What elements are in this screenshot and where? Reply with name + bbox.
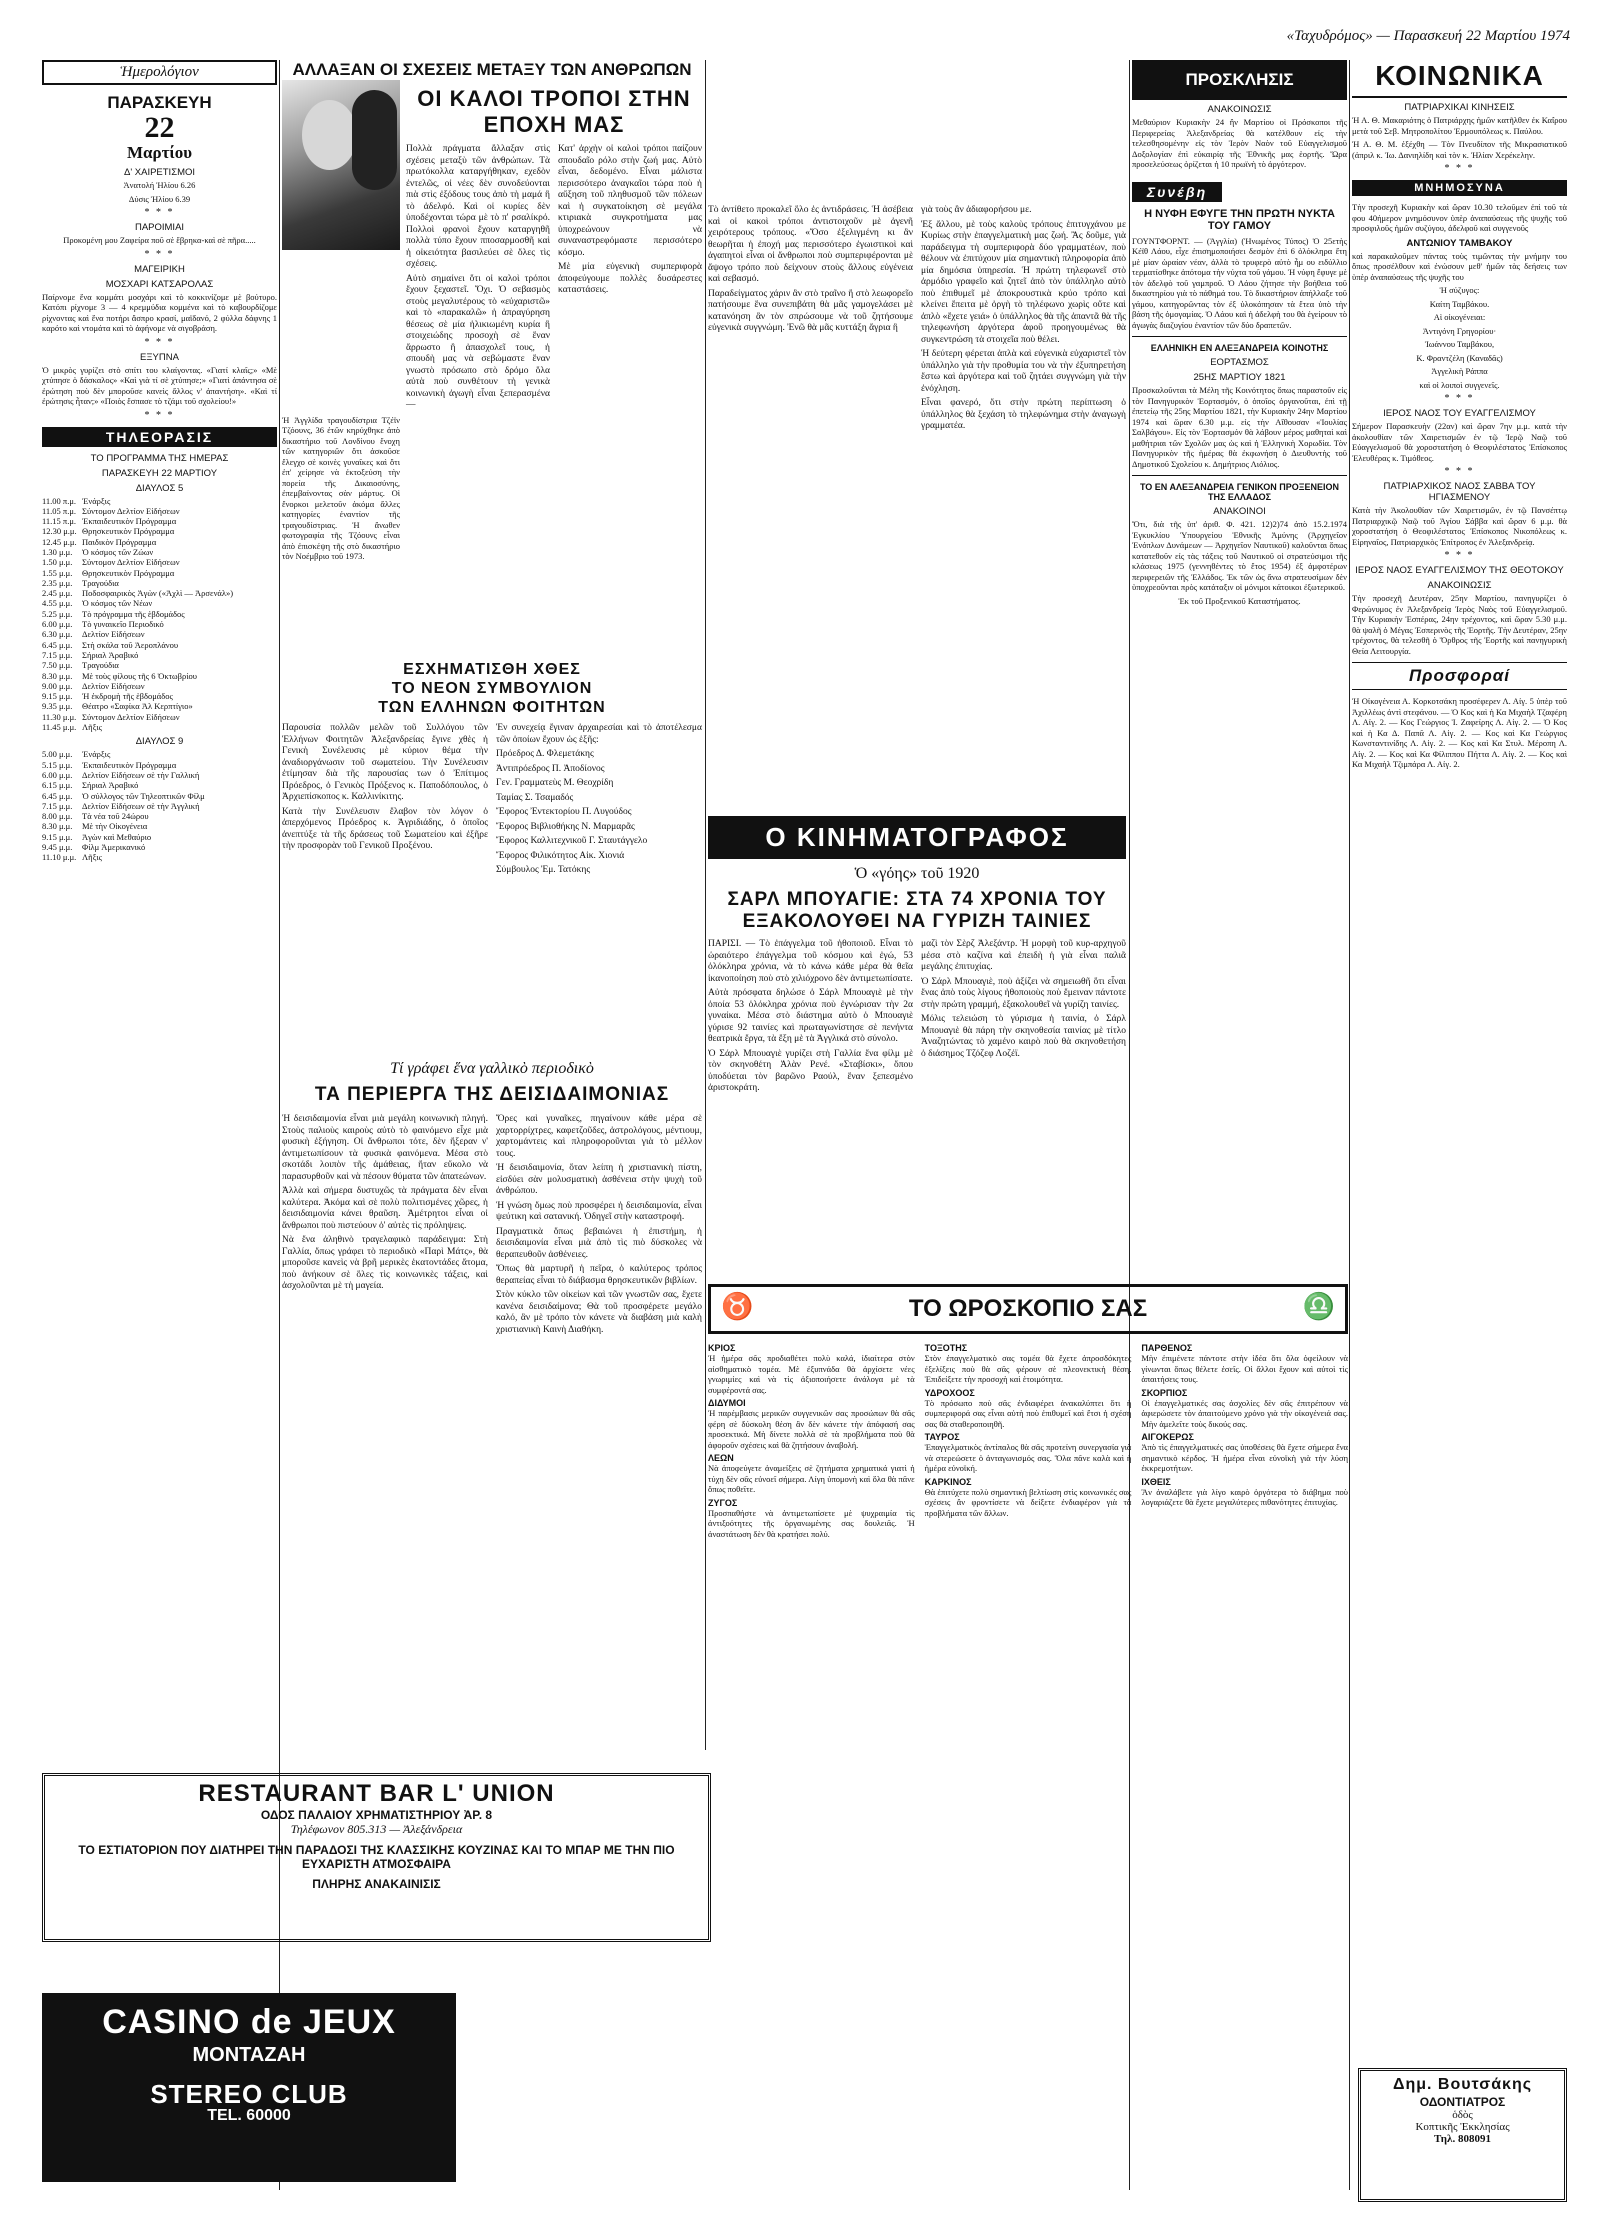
zodiac-sign-text: Προσπαθήστε νὰ ἀντιμετωπίσετε μὲ ψυχραιμία τὶς ἀντιξοότητες τῆς ὀργανωμένης σας δουλειᾶς. Ἡ ἀναστάτωση δὲν θὰ κρατήσει πολύ. [708, 1507, 915, 1539]
scales-icon: ♎ [1302, 1291, 1335, 1321]
tv-time: 1.50 μ.μ. [42, 557, 73, 568]
tv-time: 1.30 μ.μ. [42, 546, 73, 557]
tv-schedule-row [42, 629, 277, 639]
family-member: Καίτη Ταμβάκου. [1429, 298, 1490, 309]
students-body-2: Κατὰ τὴν Συνέλευσιν ἔλαβον τὸν λόγον ὁ ἀπερχόμενος Πρόεδρος κ. Ἀγριδιάδης, ὁ ὁποῖος ἀνεπτύξε τὰ τῆς δράσεως τοῦ Σωματείου καὶ ἐξῆρε τὴν προσφορὰν τοῦ Γενικοῦ Προξένου. [282, 806, 488, 851]
family-list [1352, 285, 1567, 390]
deceased-name: ΑΝΤΩΝΙΟΥ ΤΑΜΒΑΚΟΥ [1406, 237, 1513, 249]
union-phone: Τηλέφωνον 805.313 — Ἀλεξάνδρεια [290, 1822, 463, 1836]
tv-program: Ἐνάρξις [82, 749, 111, 760]
star-separator: * * * [144, 409, 175, 421]
zodiac-sign-name: ΚΑΡΚΙΝΟΣ [924, 1476, 972, 1487]
manners-p9: Ἡ δεύτερη φέρεται ἁπλὰ καὶ εὐγενικὰ εὐχαριστεῖ τὸν ὑπάλληλο γιὰ τὴν προθυμία του νὰ τὴν ἐξυπηρετήση ἔστω καὶ ἀργότερα καὶ τοῦ ζητάει συγγνώμη γιὰ τὴν ἐνόχληση. [921, 349, 1126, 394]
tv-program: Παιδικὸν Πρόγραμμα [82, 536, 157, 547]
photo-face [302, 100, 357, 170]
channel-5-title: ΔΙΑΥΛΟΣ 5 [135, 482, 184, 494]
proverb: Προκομένη μου Ζαφείρα ποῦ σὲ ἔβρηκα-καὶ σὲ πῆρα..... [63, 235, 256, 245]
column-rule [1129, 60, 1130, 2190]
superstition-p6: Ἡ γνώση ὅμως ποὺ προσφέρει ἡ δεισιδαιμονία, εἶναι ψεύτικη καὶ σατανική. Ὁδηγεῖ στὴν καταστροφή. [496, 1200, 702, 1222]
tv-program: Ποδοσφαιρικὸς Ἀγὼν («Ἀχλὶ — Ἀρσενάλ») [82, 588, 234, 599]
tv-schedule-row [42, 749, 277, 759]
tv-program: Φίλμ Ἀμερικανικό [82, 842, 146, 852]
horoscope-col [925, 1340, 1132, 1542]
cinema-p1: ΠΑΡΙΣΙ. — Τὸ ἐπάγγελμα τοῦ ἠθοποιοῦ. Εἶναι τὸ ὡραιότερο ἐπάγγελμα τοῦ κόσμου καὶ ἐγώ, 53 ὁλόκληρα χρόνια, νὰ τὸ κάνω κάθε μέρα θὰ θεῖα ἱκανοποίηση ποὺ στὸ χιλιόχρονο δὲν ἀντιμετωπίσατε. [708, 939, 913, 984]
zodiac-sign-text: Ἡ ἡμέρα σᾶς προδιαθέτει πολὺ καλά, ἰδιαίτερα στὸν αἰσθηματικὸ τομέα. Μὲ ἐξυπνάδα θὰ ἀρχίσετε νέες γνωριμίες καὶ νὰ τὶς ἀξιοποιήσετε ἀνάλογα μὲ τὰ συμφέροντά σας. [708, 1353, 915, 1395]
tv-schedule-row [42, 650, 277, 660]
tv-schedule-row [42, 640, 277, 650]
tv-time: 7.50 μ.μ. [42, 660, 73, 671]
manners-p5: Τὸ ἀντίθετο προκαλεῖ ὅλο ἐς ἀντιδράσεις. Ἡ ἀσέβεια καὶ οἱ κακοὶ τρόποι ἀντιστοιχοῦν μὲ ἀγενῆ χειρότερους τρόπους. «Ὅσο ἐξελιγμένη κι ἂν θεωρῆται ἡ ἐποχή μας περισσότερο ἐγωιστικοὶ καὶ ἀγαπητοὶ εἶναι οἱ ἄνθρωποι ποὺ συμπεριφέρονται μὲ ἄψογο τρόπο ποὺ δείχνουν στοὺς ἄλλους εὐγένεια καὶ σεβασμό. [708, 205, 913, 284]
zodiac-sign-text: Ἂν ἀναλάβετε γιὰ λίγο καιρὸ ὀργότερα τὸ διάβημα ποὺ λογαριάζετε θὰ ἔχετε μεγαλύτερες πιθανότητες ἐπιτυχίας. [1141, 1486, 1349, 1507]
dentist-title: ΟΔΟΝΤΙΑΤΡΟΣ [1419, 2095, 1506, 2109]
patriarchal-text-2: Ἡ Α. Θ. Μ. ἐξέχθη — Τὸν Πνευδίπον τῆς Μικρασιατικοῦ (ἀπριλ κ. Ἰω. Δανιηλίδη καὶ τὸν κ. Ἠλίαν Χερέκελην. [1352, 139, 1567, 160]
family-member: Ἀγγελικὴ Ράππα [1431, 366, 1488, 376]
announcements-column [1132, 60, 1347, 1270]
tv-schedule-row [42, 660, 277, 670]
students-title-3: ΤΩΝ ΕΛΛΗΝΩΝ ΦΟΙΤΗΤΩΝ [378, 699, 606, 716]
donations-text: Ἡ Οἰκογένεια Α. Κορκοτσάκη προσέφερεν Λ. Αἰγ. 5 ὑπὲρ τοῦ Ἀχιλλέως ἀντὶ στεφάνου. — Ὁ Κος καὶ ἡ Κα Μιχαὴλ Τζαφέρη Λ. Αἰγ. 2. — Κος Γεώργιος Ἰ. Ζαφείρης Λ. Αἰγ. 2. — Ὁ Κος καὶ ἡ Κα Δ. Παπᾶ Λ. Αἰγ. 2. — Κος καὶ Κα Γεώργιος Κωνσταντινίδης Λ. Αἰγ. 2. — Κος καὶ Κα Στυλ. Μέροπη Λ. Αἰγ. 2. — Κος καὶ Κα Φίλιππου Πήττα Λ. Αἰγ. 2. — Κος καὶ Κα Μιχαὴλ Τζιμπάρα Λ. Αἰγ. 2. [1352, 696, 1567, 769]
tv-time: 8.30 μ.μ. [42, 670, 73, 681]
church-2-text: Κατὰ τὴν Ἀκολουθίαν τῶν Χαιρετισμῶν, ἐν τῷ Πανσέπτῳ Πατριαρχικῷ Ναῷ τοῦ Ἁγίου Σάββα καὶ ὥραν 6 μ.μ. θὰ χοροστατήση ὁ Θεοφιλέστατος Ἐπίσκοπος Νικοπόλεως κ. Εἰρηναῖος, Πατριαρχικὸς Ἐπίτροπος ἐν Ἀλεξανδρείᾳ. [1352, 505, 1567, 547]
superstition-p4: Ὅρες καὶ γυναῖκες, πηγαίνουν κάθε μέρα σὲ χαρτορρίχτρες, καφετζοῦδες, ἀστρολόγους, μέντιουμ, χαρτομάντεις καὶ πληροφοροῦνται γιὰ τὸ μέλλον τους. [496, 1114, 702, 1159]
union-ad [42, 1773, 711, 1942]
superstition-p1: Ἡ δεισιδαιμονία εἶναι μιὰ μεγάλη κοινωνικὴ πληγή. Στοὺς παλιοὺς καιροὺς αὐτὸ τὸ φαινόμενο εἶχε μιὰ φυσικὴ ἐξήγηση. Οἱ ἄνθρωποι τότε, δὲν ἤξεραν ν' ἀντιμετωπίσουν τὰ φυσικὰ φαινόμενα. Μέσα στὸ σκοτάδι λοιπὸν τῆς ἀμάθειας, ἤταν εὔκολο νὰ παρασυρθοῦν καὶ νὰ πέσουν θύματα τῶν ἀπατεώνων. [282, 1114, 488, 1182]
calendar-heading: Ἡμερολόγιον [42, 60, 277, 85]
sunset: Δύσις Ἡλίου 6.39 [128, 193, 191, 204]
board-member: Ἀντιπρόεδρος Π. Ἀποδίονος [496, 763, 605, 774]
superstition-p7: Πραγματικὰ ὅπως βεβαιώνει ἡ ἐπιστήμη, ἡ δεισιδαιμονία εἶναι μιὰ ἀπὸ τὶς πιὸ δύσκολες νὰ θεραπευθοῦν ἀσθένειες. [496, 1226, 702, 1260]
dentist-street-word: ὁδὸς [1452, 2109, 1473, 2121]
tv-program: Ἐκπαιδευτικὸν Πρόγραμμα [82, 759, 177, 770]
tv-program: Ὁ κόσμος τῶν Ζώων [82, 546, 154, 557]
tv-schedule-row [42, 588, 277, 598]
casino-ad [42, 1993, 456, 2182]
students-board-list [496, 749, 702, 877]
church-3-sub: ΑΝΑΚΟΙΝΩΣΙΣ [1427, 580, 1492, 591]
bride-text: ΓΟΥΝΤΦΟΡΝΤ. — (Ἀγγλία) (Ἡνωμένος Τύπος) Ὁ 25ετὴς Κέϊθ Λάου, εἶχε ἐπισημοποιήσει δεσμὸν ἐπὶ 6 ὁλόκληρα ἔτη μὲ μίαν ὡραίαν νέαν, ἀλλὰ τὸ τρυφερὸ αὐτὸ ἦμ ου ειδύλλιο τερματίσθηκε ἀπότομα τὴν νύχτα τοῦ γάμου. Ἡ νύφη ἔφυγε μὲ τὸν ἀδελφὸ τοῦ γαμπροῦ. Ὁ Λάου ζήτησε τὴν βοήθεια τοῦ δικαστηρίου γιὰ τὸ πάθημά του. Τὸ δικαστήριον ἀπήλλαξε τοῦ γάμου, κατηγορῶντας τὸν ἐξ ὑλοκόπησαν τὰ ἔτεα ὑπὸ τὴν βάση τῆς ὁμογαμίας. Ὁ Λάου καὶ ἡ ἀδελφὴ του θὰ ἐγείρουν τὸ ἀγωγὰς διαζυγίου ἐναντίον τῶν δύο δραπετῶν. [1132, 235, 1348, 330]
family-member: Ἰωάννου Ταμβάκου, [1424, 339, 1495, 349]
tv-schedule-row [42, 722, 277, 732]
board-member: Ἔφορος Βιβλιοθήκης Ν. Μαρμαρᾶς [496, 821, 635, 832]
tv-program: Ἀγὼν καὶ Μεθαύριο [82, 831, 152, 842]
tv-time: 11.10 μ.μ. [42, 852, 77, 863]
tv-schedule-row [42, 770, 277, 780]
tv-time: 2.35 μ.μ. [42, 577, 73, 588]
superstition-p8: Ὅπως θὰ μαρτυρῆ ἡ πεῖρα, ὁ καλύτερος τρόπος θεραπείας εἶναι τὸ διάβασμα θρησκευτικῶν βιβλίων. [496, 1264, 702, 1286]
channel-9-title: ΔΙΑΥΛΟΣ 9 [135, 736, 184, 748]
union-renovation: ΠΛΗΡΗΣ ΑΝΑΚΑΙΝΙΣΙΣ [312, 1877, 441, 1891]
tv-schedule-row [42, 701, 277, 711]
tv-time: 11.30 μ.μ. [42, 711, 77, 722]
tv-program: Σύντομον Δελτίον Εἰδήσεων [82, 711, 180, 722]
tv-program: Τὸ γυναικεῖο Περιοδικό [82, 619, 164, 630]
cinema-bar: Ο ΚΙΝΗΜΑΤΟΓΡΑΦΟΣ [708, 816, 1126, 859]
channel-5-schedule [42, 496, 277, 733]
tv-schedule-row [42, 712, 277, 722]
church-2-head: ΠΑΤΡΙΑΡΧΙΚΟΣ ΝΑΟΣ ΣΑΒΒΑ ΤΟΥ ΗΓΙΑΣΜΕΝΟΥ [1383, 481, 1536, 503]
tv-time: 6.45 μ.μ. [42, 639, 73, 650]
board-member: Ἔφορος Καλλιτεχνικοῦ Γ. Σταυτάγγελο [496, 836, 648, 846]
zodiac-sign-name: ΤΑΥΡΟΣ [924, 1432, 960, 1442]
tv-schedule-row [42, 516, 277, 526]
horoscope-col [1141, 1340, 1348, 1542]
tv-time: 9.00 μ.μ. [42, 680, 73, 691]
tv-time: 12.30 μ.μ. [42, 526, 77, 537]
tv-schedule-row [42, 526, 277, 536]
students-body-3: Ἐν συνεχείᾳ ἔγιναν ἀρχαιρεσίαι καὶ τὸ ἀποτέλεσμα τῶν ὁποίων ἔχουν ὡς ἑξῆς: [496, 723, 702, 745]
cinema-title: ΣΑΡΛ ΜΠΟΥΑΓΙΕ: ΣΤΑ 74 ΧΡΟΝΙΑ ΤΟΥ ΕΞΑΚΟΛΟΥΘΕΙ ΝΑ ΓΥΡΙΖΗ ΤΑΙΝΙΕΣ [727, 889, 1107, 932]
board-member: Ἔφορος Φιλικότητος Αἰκ. Χιονιά [496, 850, 625, 861]
tv-program: Τραγούδια [82, 577, 119, 588]
zodiac-sign-name: ΤΟΞΟΤΗΣ [924, 1343, 968, 1353]
board-member: Ἔφορος Ἐντεκτορίου Π. Λυγούδος [496, 807, 632, 817]
masthead: «Ταχυδρόμος» — Παρασκευή 22 Μαρτίου 1974 [1286, 28, 1570, 44]
tv-schedule-row [42, 780, 277, 790]
consulate-text: Ὅτι, διὰ τῆς ὑπ' ἀριθ. Φ. 421. 12)2)74 ἀπὸ 15.2.1974 Ἐγκυκλίου Ὑπουργείου Ἐθνικῆς Ἀμύνης (Ἀρχηγεῖον Ἐνόπλων Δυνάμεων — Ἀρχηγεῖον Ναυτικοῦ) καλοῦνται ὅπως κατατεθοῦν εἰς τὰς τάξεις τοῦ Ναυτικοῦ οἱ στρατεύσιμοι τῆς κλάσεως 1975 (γεννηθέντες τὸ ἔτος 1954) ἐξ ἀμφοτέρων περιφερειῶν τῆς Ἑλλάδος. Ἐκ τῶν ὡς ἄνω στρατευσίμων δὲν ὑποχρεοῦνται πρὸς κατάταξιν οἱ μόνιμοι κάτοικοι ἐξωτερικοῦ. [1132, 519, 1347, 592]
students-title-2: ΤΟ ΝΕΟΝ ΣΥΜΒΟΥΛΙΟΝ [391, 680, 593, 697]
family-member: Αἱ οἰκογένειαι: [1433, 312, 1486, 322]
tv-schedule-row [42, 760, 277, 770]
superstition-p2: Ἀλλὰ καὶ σήμερα δυστυχῶς τὰ πράγματα δὲν εἶναι καλύτερα. Ἀκόμα καὶ σὲ πολὺ πολιτισμένες χῶρες, ἡ δεισιδαιμονία κάνει θραῦση. Ἀμέτρητοι εἶναι οἱ ἄνθρωποι ποὺ πιστεύουν ὁ' αὐτὲς τὶς πρόληψεις. [282, 1186, 488, 1231]
tv-program: Μὲ τοὺς φίλους τῆς 6 Ὀκτωβρίου [82, 670, 197, 681]
tv-bar: ΤΗΛΕΟΡΑΣΙΣ [42, 427, 277, 447]
tv-schedule-row [42, 537, 277, 547]
tv-schedule-row [42, 832, 277, 842]
zodiac-sign-name: ΥΔΡΟΧΟΟΣ [924, 1387, 975, 1398]
tv-time: 6.15 μ.μ. [42, 780, 73, 791]
zodiac-sign-text: Τὸ πρόσωπο ποὺ σᾶς ἐνδιαφέρει ἀνακαλύπτει ὅτι ἡ συμπεριφορά σας εἶναι αὐτὴ ποὺ ἐπιθυμεῖ καὶ ἔτσι ἡ σχέση σας θὰ σταθεροποιηθῆ. [924, 1397, 1132, 1429]
tv-program: Σύντομον Δελτίον Εἰδήσεων [82, 557, 180, 568]
zodiac-sign-name: ΑΙΓΟΚΕΡΩΣ [1141, 1432, 1194, 1442]
tv-program: Σήριαλ Ἀραβικό [82, 649, 139, 660]
bride-title: Η ΝΥΦΗ ΕΦΥΓΕ ΤΗΝ ΠΡΩΤΗ ΝΥΚΤΑ ΤΟΥ ΓΑΜΟΥ [1144, 207, 1335, 232]
students-title-1: ΕΣΧΗΜΑΤΙΣΘΗ ΧΘΕΣ [403, 661, 581, 678]
tv-time: 11.45 μ.μ. [42, 722, 77, 733]
cinema-p6: Μόλις τελειώση τὸ γύρισμα ἡ ταινία, ὁ Σάρλ Μπουαγιὲ θὰ πάρη τὴν σκηνοθεσία ταινίας μὲ τίτλο Ἀναζητώντας τὸ χαμένο καιρὸ ποὺ θὰ σκηνοθετήση ὁ διάσημος Τζόζεφ Λοζέϊ. [921, 1014, 1126, 1059]
photo-figure [352, 90, 397, 190]
tv-schedule-row [42, 578, 277, 588]
tv-time: 9.15 μ.μ. [42, 691, 73, 702]
tv-program: Ἐνάρξις [82, 495, 111, 506]
union-slogan: ΤΟ ΕΣΤΙΑΤΟΡΙΟΝ ΠΟΥ ΔΙΑΤΗΡΕΙ ΤΗΝ ΠΑΡΑΔΟΣΙ ΤΗΣ ΚΛΑΣΣΙΚΗΣ ΚΟΥΖΙΝΑΣ ΚΑΙ ΤΟ ΜΠΑΡ ΜΕ ΤΗΝ ΠΙΟ ΕΥΧΑΡΙΣΤΗ ΑΤΜΟΣΦΑΙΡΑ [78, 1843, 675, 1871]
casino-club: STEREO CLUB [150, 2079, 348, 2109]
zodiac-sign-text: Οἱ ἐπαγγελματικές σας ἀσχολίες δὲν σᾶς ἐπιτρέπουν νὰ ἀφιερώσετε τὸν ἀπαιτούμενο χρόνο γιὰ τὴν οἰκογένειά σας. Μὴν ἀμελεῖτε τοὺς δικούς σας. [1141, 1397, 1349, 1429]
manners-p4: Μὲ μία εὐγενικὴ συμπεριφορὰ ἀποφεύγουμε πολλὲς δυσάρεστες καταστάσεις. [558, 262, 702, 295]
calendar-column [42, 60, 277, 1760]
tv-program: Σήριαλ Ἀραβικό [82, 780, 139, 791]
dentist-name: Δημ. Βουτσάκης [1392, 2076, 1533, 2093]
zodiac-sign-name: ΔΙΔΥΜΟΙ [708, 1398, 746, 1408]
family-member: Ἡ σύζυγος: [1439, 285, 1480, 295]
superstition-p5: Ἡ δεισιδαιμονία, ὅταν λείπη ἡ χριστιανικὴ πίστη, εἰσδύει σὰν μολυσματικὴ ἀσθένεια στὴν ψυχὴ τοῦ ἀνθρώπου. [496, 1163, 702, 1196]
tv-program: Θέατρο «Σαφίκα Ἀλ Κερπτίγιο» [82, 701, 193, 712]
tv-time: 6.00 μ.μ. [42, 619, 73, 630]
church-1-text: Σήμερον Παρασκευὴν (22αν) καὶ ὥραν 7ην μ.μ. κατὰ τὴν ἀκολουθίαν τῶν Χαιρετισμῶν ἐν τῷ Ἱερῷ Ναῷ τοῦ Εὐαγγελισμοῦ θὰ χοροστατήση ὁ Θεοφιλέστατος Ἐπίσκοπος Ἐλευθέρας κ. Τιμόθεος. [1352, 421, 1567, 463]
horoscope-grid [708, 1340, 1348, 1542]
zodiac-sign-name: ΖΥΓΟΣ [708, 1497, 738, 1508]
zodiac-sign-name: ΠΑΡΘΕΝΟΣ [1141, 1343, 1193, 1353]
recipe-text: Παίρνομε ἕνα κομμάτι μοσχάρι καὶ τὸ κοκκινίζομε μὲ βούτυρο. Κατόπι ρίχνομε 3 — 4 κρεμμύδια κομμένα καὶ τὸ καβουρδίζομε ρίχνοντας καὶ ἕνα ποτήρι ἄσπρο κρασί, μαϊδανό, 2 φύλλα δάφνης 1 καρότο καὶ ντομάτα καὶ τὸ ἀφήνομε νὰ σιγοβράση. [42, 291, 277, 333]
humour-text: Ὁ μικρὸς γυρίζει στὸ σπίτι του κλαίγοντας. «Γιατί κλαῖς;» «Μὲ χτύπησε ὁ δάσκαλος» «Καὶ γιὰ τί σὲ χτύπησε;» «Γιατὶ ἀπάντησα σὲ ἐρώτηση ποὺ δὲν μποροῦσε κανεὶς ἄλλος ν' ἀπαντήση». «Καὶ τί ἐρώτησις ἦταν;» «Ποιὸς ἔσπασε τὸ τζάμι τοῦ σχολείου!» [42, 364, 277, 406]
tv-program: Δελτίον Εἰδήσεων [82, 680, 145, 691]
cinema-p2: Αὐτὰ πρόσφατα δηλώσε ὁ Σάρλ Μπουαγιὲ μὲ τὴν ὁποία 53 ὁλόκληρα χρόνια ποὺ ἐγνώρισαν τὴν 2α γυναίκα. Μέσα στὸ διάστημα αὐτὸ ὁ Μπουαγιὲ γύρισε 92 ταινίες καὶ πρωταγωνίστησε σὲ πενήντα θεατρικὰ ἔργα, τὰ ἔξη μὲ τὰ Ἀγγλικά στὸ σύνολο. [708, 988, 913, 1044]
star-separator: * * * [1444, 550, 1475, 561]
tv-time: 9.15 μ.μ. [42, 831, 73, 842]
tv-program: Δελτίον Εἰδήσεων σὲ τὴν Γαλλική [82, 769, 200, 780]
tv-time: 6.00 μ.μ. [42, 769, 73, 780]
manners-p10: Εἶναι φανερό, ὅτι στὴν πρώτη περίπτωση ὁ ὑπάλληλος θὰ ξεχάση τὸ τηλεφώνημα στὴν ἀναγωγὴ γραμματέα. [921, 398, 1126, 431]
patriarchal-head: ΠΑΤΡΙΑΡΧΙΚΑΙ ΚΙΝΗΣΕΙΣ [1404, 102, 1515, 113]
humour-title: ΕΞΥΠΝΑ [140, 351, 179, 363]
zodiac-sign-name: ΛΕΩΝ [708, 1453, 734, 1463]
family-member: Κ. Φραντζέλη (Καναδᾶς) [1416, 352, 1503, 363]
manners-title: ΟΙ ΚΑΛΟΙ ΤΡΟΠΟΙ ΣΤΗΝ ΕΠΟΧΗ ΜΑΣ [417, 86, 691, 137]
dentist-street: Κοπτικῆς Ἐκκλησίας [1415, 2121, 1510, 2133]
students-article [282, 660, 702, 1045]
scouts-sub: ΑΝΑΚΟΙΝΩΣΙΣ [1207, 104, 1272, 115]
tv-date: ΠΑΡΑΣΚΕΥΗ 22 ΜΑΡΤΙΟΥ [101, 467, 218, 479]
manners-p6: γιὰ τοὺς ἂν ἀδιαφορήσου με. [921, 205, 1032, 215]
memorial-text: Τὴν προσεχῆ Κυριακὴν καὶ ὥραν 10.30 τελοῦμεν ἐπὶ τοῦ τὰ φου 40ήμερον μνημόσυνον ὑπὲρ ἀναπαύσεως τῆς ψυχῆς τοῦ προσφιλοῦς ἡμῶν συζύγου, ἀδελφοῦ καὶ συγγενοῦς [1352, 202, 1567, 233]
tv-time: 12.45 μ.μ. [42, 536, 77, 547]
tv-program: Ἐκπαιδευτικὸν Πρόγραμμα [82, 516, 177, 527]
memorial-text-2: καὶ παρακαλοῦμεν πάντας τοὺς τιμῶντας τὴν μνήμην του ὅπως προσέλθουν καὶ ἐνώσουν μεθ' ἡμῶν τὰς δεήσεις των ὑπὲρ ἀναπαύσεως τῆς ψυχῆς του [1352, 250, 1567, 282]
tv-schedule-row [42, 811, 277, 821]
channel-9-schedule [42, 749, 277, 862]
tv-program: Δελτίον Εἰδήσεων σὲ τὴν Ἀγγλική [82, 800, 200, 811]
tv-program: Μὲ τὴν Οἰκογένεια [82, 821, 148, 832]
board-member: Πρόεδρος Δ. Φλεμετάκης [496, 749, 594, 759]
zodiac-sign-text: Θὰ ἐπιτύχετε πολὺ σημαντικὴ βελτίωση στὶς κοινωνικές σας σχέσεις ἂν φροντίσετε νὰ δείξετε ἐνδιαφέρον γιὰ τὰ προβλήματα τῶν ἄλλων. [924, 1486, 1132, 1518]
social-title: ΚΟΙΝΩΝΙΚΑ [1352, 60, 1567, 98]
tv-schedule-row [42, 557, 277, 567]
star-separator: * * * [144, 248, 175, 260]
horoscope-title-box [708, 1284, 1348, 1334]
happened-tag: Συνέβη [1132, 182, 1222, 202]
community-date: 25ΗΣ ΜΑΡΤΙΟΥ 1821 [1193, 372, 1286, 383]
zodiac-sign-text: Ἡ παρέμβασις μερικῶν συγγενικῶν σας προσώπων θὰ σᾶς φέρη σὲ δύσκολη θέση ἂν δὲν κάνετε τὴν ἀπόφασή σας προσεκτικά. Μὴ δίνετε πολλὰ σὲ τὰ προβλήματα ποὺ θὰ ἀφοροῦν σχέσεις καὶ θὰ ζητήσουν ἀναβολή. [708, 1408, 915, 1450]
cinema-kicker: Ὁ «γόης» τοῦ 1920 [854, 865, 980, 882]
zodiac-sign-name: ΙΧΘΕΙΣ [1141, 1476, 1171, 1487]
superstition-p9: Στὸν κύκλο τῶν οἰκείων καὶ τῶν γνωστῶν σας, ἔχετε κανένα δεισιδαίμονα; Θὰ τοῦ προσφέρετε μεγάλο καλό, ἂν μὲ τρόπο τὸν κάνετε νὰ διαβάση μιὰ καλὴ χριστιανικὴ Καινὴ Διαθήκη. [496, 1290, 702, 1335]
tv-program: Τραγούδια [82, 660, 119, 671]
tv-schedule-row [42, 496, 277, 506]
calendar-date: 22 [144, 111, 175, 144]
photo-caption: Ἡ Ἀγγλίδα τραγουδίστρια Τζέϊν Τζόουνς, 36 ἐτῶν κηρύχθηκε ἀπὸ δικαστήριο τοῦ Λονδίνου ἔνοχη τῶν κατηγοριῶν ὅτι ἀσκοῦσε ἔλεγχο σὲ κοινὲς γυναῖκες καὶ ὅτι ἐπ' χείρησε νὰ ἐκτοξεύση τὴν πορεία τῆς Δικαιοσύνης, ἐπεμβαίνοντας σὰν μάρτυς. Οἱ ἔνορκοι μελετοῦν ἀκόμα ἄλλες κατηγορίες ἐναντίον τῆς τραγουδίστριας. Ἡ ἄνωθεν φωτογραφία τῆς Τζόουνς εἶναι ἀπὸ ἐπισκέψη τῆς στὸ δικαστήριο τὸν Νοέμβριο τοῦ 1973. [282, 414, 400, 561]
tv-schedule-row [42, 619, 277, 629]
tv-time: 5.15 μ.μ. [42, 759, 73, 770]
tv-program: Λῆξις [82, 722, 103, 733]
manners-continued [708, 60, 1126, 630]
star-separator: * * * [1444, 163, 1475, 174]
zodiac-sign-text: Ἐπαγγελματικὸς ἀντίπαλος θὰ σᾶς προτείνη συνεργασία γιὰ νὰ στερεώσετε ὁ ἀνταγωνισμός σας. Ὅλα πᾶνε καλὰ καὶ ἡ ἡμέρα εὐνοϊκή. [924, 1442, 1132, 1473]
dentist-ad [1358, 2068, 1567, 2202]
tv-schedule-row [42, 691, 277, 701]
tv-program: Ἡ ἐκδρομὴ τῆς ἑβδομάδος [82, 691, 173, 702]
superstition-kicker: Τί γράφει ἕνα γαλλικὸ περιοδικὸ [390, 1060, 594, 1077]
tv-program: Τὰ νέα τοῦ 24ώρου [82, 811, 149, 822]
tv-program: Ὁ σύλλογος τῶν Τηλεοπτικῶν Φίλμ [82, 790, 205, 801]
superstition-article [282, 1060, 702, 1750]
tv-time: 9.35 μ.μ. [42, 701, 73, 712]
horoscope-col [708, 1340, 915, 1542]
church-3-head: ΙΕΡΟΣ ΝΑΟΣ ΕΥΑΓΓΕΛΙΣΜΟΥ ΤΗΣ ΘΕΟΤΟΚΟΥ [1355, 565, 1564, 576]
calendar-day: ΠΑΡΑΣΚΕΥΗ [107, 93, 212, 112]
star-separator: * * * [144, 336, 175, 348]
board-member: Ταμίας Σ. Τσαμαδός [496, 792, 574, 803]
social-column [1352, 60, 1567, 2050]
casino-phone: TEL. 60000 [207, 2107, 291, 2124]
tv-program: Σύντομον Δελτίον Εἰδήσεων [82, 505, 180, 516]
tv-time: 5.25 μ.μ. [42, 608, 73, 619]
casino-place: ΜΟΝΤΑΖΑΗ [192, 2044, 306, 2066]
scouts-logo: ΠΡΟΣΚΛΗΣΙΣ [1132, 60, 1347, 100]
union-address: ΟΔΟΣ ΠΑΛΑΙΟΥ ΧΡΗΜΑΤΙΣΤΗΡΙΟΥ ἈΡ. 8 [260, 1808, 493, 1822]
manners-article [282, 60, 702, 561]
horoscope-title: ΤΟ ΩΡΟΣΚΟΠΙΟ ΣΑΣ [908, 1295, 1148, 1322]
tv-schedule-row [42, 506, 277, 516]
church-3-text: Τὴν προσεχῆ Δευτέραν, 25ην Μαρτίου, πανηγυρίζει ὁ Φερώνυμος ἐν Ἀλεξανδρείᾳ Ἱερὸς Ναὸς τοῦ Εὐαγγελισμοῦ. Τὴν Κυριακὴν Ἑσπέρας, 24ην τρέχοντος, καὶ ὥραν 5.30 μ.μ. θὰ ψαλῆ ὁ Μέγας Ἑσπερινὸς τῆς Ἑορτῆς. Τὴν Δευτέραν, 25ην τρέχοντος, θὰ τελεσθῆ ὁ Ὄρθρος τῆς Ἑορτῆς καὶ πανηγυρικὴ Θεία Λειτουργία. [1352, 593, 1567, 656]
singer-photo [282, 80, 400, 250]
manners-p2: Αὐτὸ σημαίνει ὅτι οἱ καλοὶ τρόποι ἔχουν ξεχαστεῖ. Ὅχι. Ὁ σεβασμὸς στοὺς μεγαλυτέρους τὸ «εὐχαριστῶ» καὶ τὸ «παρακαλῶ» ἡ ἀπραγύρηση θέσεως σὲ μία ἡλικιωμένη κυρία ἢ στοιχειώδης προσοχὴ σὲ ἕναν ἄρρωστο ἢ ἀπασχολεῖ τους, ἡ σπουδὴ μας νὰ σεβώμαστε ἕναν γνωστὸ πρόσωπο στὸ δρόμο ὅλα αὐτὰ ποὺ συνθέτουν τὴ γενικὰ κοινωνικὴ ἀγωγὴ εἶναι ξεπερασμένα — [406, 273, 550, 410]
manners-p8: Παραδείγματος χάριν ἂν στὸ τραῖνο ἢ στὸ λεωφορεῖο πατήσουμε ἕνα συνεπιβάτη θὰ μᾶς γαμογελάσει μὲ κατανόηση ἂν τὸν σπρώσουμε νὰ τοῦ ζητήσουμε εὐγενικὰ συγγνώμη. Ἐνῶ θὰ μᾶς κυττάξη ἄγρια ἢ [708, 288, 913, 333]
zodiac-sign-text: Μὴν ἐπιμένετε πάντοτε στὴν ἰδέα ὅτι ὅλα ὀφείλουν νὰ γίνωνται ὅπως θέλετε ἐσεῖς. Οἱ ἄλλοι ἔχουν καὶ αὐτοὶ τὶς ἀπαιτήσεις τους. [1141, 1353, 1349, 1384]
tv-schedule-row [42, 681, 277, 691]
tv-schedule-row [42, 852, 277, 862]
zodiac-sign-name: ΚΡΙΟΣ [708, 1343, 736, 1353]
star-separator: * * * [1444, 393, 1475, 404]
tv-time: 8.30 μ.μ. [42, 821, 73, 832]
tv-schedule-row [42, 568, 277, 578]
consulate-sub: ΑΝΑΚΟΙΝΟΙ [1213, 506, 1266, 517]
cinema-p4: μαζὶ τὸν Σὲρζ Ἀλεξάντρ. Ἡ μορφὴ τοῦ κυρ-αρχηγοῦ μέσα στὸ καζίνα καὶ ἐπειδὴ ἡ γιὰ εἶναι παλιᾶ μεγάλης ἐπιτυχίας. [921, 939, 1126, 972]
tv-time: 11.15 π.μ. [42, 516, 77, 527]
tv-program-title: ΤΟ ΠΡΟΓΡΑΜΜΑ ΤΗΣ ΗΜΕΡΑΣ [90, 452, 229, 464]
patriarchal-text-1: Ἡ Α. Θ. Μακαριότης ὁ Πατριάρχης ἡμῶν κατῆλθεν ἐκ Καΐρου μετὰ τοῦ Σεβ. Μητροπολίτου Ἑρμουπόλεως κ. Παύλου. [1352, 115, 1567, 136]
community-sub: ΕΟΡΤΑΣΜΟΣ [1210, 357, 1269, 368]
tv-time: 11.05 π.μ. [42, 505, 77, 516]
tv-schedule-row [42, 791, 277, 801]
tv-time: 4.55 μ.μ. [42, 598, 73, 609]
zodiac-sign-name: ΣΚΟΡΠΙΟΣ [1141, 1387, 1188, 1398]
superstition-p3: Νὰ ἕνα ἀληθινὸ τραγελαφικὸ παράδειγμα: Στὴ Γαλλία, ὅπως γράφει τὸ περιοδικὸ «Παρὶ Μάτς», θὰ μποροῦσε κανεὶς νὰ βρῆ μερικὲς ἑκατοντάδες ἄτομα, ποὺ ἀνήκουν σὲ ὅλες τὶς κοινωνικὲς τάξεις, καὶ ἀσχολοῦνται μὲ τὴ μαγεία. [282, 1235, 488, 1291]
casino-name: CASINO de JEUX [102, 2003, 396, 2041]
board-member: Γεν. Γραμματεὺς Μ. Θεοχρίδη [496, 778, 614, 788]
sunrise: Ἀνατολή Ἡλίου 6.26 [123, 180, 196, 190]
church-1-head: ΙΕΡΟΣ ΝΑΟΣ ΤΟΥ ΕΥΑΓΓΕΛΙΣΜΟΥ [1383, 408, 1536, 419]
recipe-title: ΜΟΣΧΑΡΙ ΚΑΤΣΑΡΟΛΑΣ [105, 278, 214, 290]
tv-time: 7.15 μ.μ. [42, 800, 73, 811]
tv-schedule-row [42, 547, 277, 557]
tv-program: Λῆξις [82, 852, 103, 863]
proverbs-title: ΠΑΡΟΙΜΙΑΙ [134, 222, 185, 233]
horoscope-section [708, 1280, 1348, 1750]
family-member: καὶ οἱ λοιποὶ συγγενεῖς. [1419, 379, 1500, 390]
tv-time: 5.00 μ.μ. [42, 749, 73, 760]
tv-program: Τὸ πρόγραμμα τῆς ἑβδομάδος [82, 608, 185, 619]
manners-p3: Κατ' ἀρχὴν οἱ καλοὶ τρόποι παίζουν σπουδαῖο ρόλο στὴν ζωή μας. Αὐτὸ εἶναι, δεδομένο. Εἶναι μάλιστα περισσότερο ἀναγκαῖοι τώρα ποὺ ἡ αὔξηση τοῦ πληθυσμοῦ τῶν πόλεων καὶ ἡ συγκατοίκηση σὲ μεγάλα κτιριακὰ συγκροτήματα μας ὑποχρεώνουν νὰ συναναστρεφόμαστε περισσότερο κόσμο. [558, 144, 702, 258]
union-name: RESTAURANT BAR L' UNION [198, 1780, 555, 1807]
manners-kicker: ΑΛΛΑΞΑΝ ΟΙ ΣΧΕΣΕΙΣ ΜΕΤΑΞΥ ΤΩΝ ΑΝΘΡΩΠΩΝ [292, 60, 692, 79]
tv-program: Ὁ κόσμος τῶν Νέων [82, 598, 153, 609]
tv-program: Θρησκευτικὸν Πρόγραμμα [82, 567, 175, 578]
manners-p1: Πολλὰ πράγματα ἄλλαξαν στὶς σχέσεις μεταξὺ τῶν ἀνθρώπων. Τὰ πρωτόκολλα καταργήθηκαν, εχεδὸν ἐντελῶς, οἱ νέες δὲν συνοδεύονται πιὰ στὶς ἐξόδους τους ἀπὸ τὴ μαμά ἢ τὸ ἀδελφό. Καὶ οἱ κυρίες δὲν ὑποδέχονται τώρα μὲ τὸ π' ρσαλίκρό. Πολλοὶ φρανοὶ ἔχουν καταργηθῆ πολλὰ τύπο ἔχουν πποσαρμοσθῆ καὶ ἡ οἰκειότητα βασιλεύει σὲ ὅλες τὶς σχέσεις. [406, 144, 550, 269]
zodiac-sign-text: Ἀπὸ τὶς ἐπαγγελματικές σας ὑποθέσεις θὰ ἔχετε σήμερα ἕνα σημαντικὸ κέρδος. Ἡ ἡμέρα εἶναι εὐνοϊκὴ γιὰ τὴν λύση ἐκκρεμοτήτων. [1141, 1442, 1349, 1473]
community-head: ΕΛΛΗΝΙΚΗ ΕΝ ΑΛΕΞΑΝΔΡΕΙΑ ΚΟΙΝΟΤΗΣ [1150, 343, 1329, 353]
dentist-phone: Τηλ. 808091 [1434, 2133, 1491, 2145]
consulate-sign: Ἐκ τοῦ Προξενικοῦ Καταστήματος. [1178, 595, 1301, 606]
memorial-head: ΜΝΗΜΟΣΥΝΑ [1352, 180, 1567, 196]
scouts-text: Μεθαύριον Κυριακὴν 24 ἢν Μαρτίου οἱ Πρόσκοποι τῆς Περιφερείας Ἀλεξανδρείας θὰ κατέλθουν εἰς τὴν τελεσθησομένην εἰς τὸν Ἱερὸν Ναὸν τοῦ Εὐαγγελισμοῦ Δοξολογίαν ἐπὶ εὐκαιρίᾳ τῆς Ἐθνικῆς μας ἑορτῆς. Ὥρα προσελεύσεως ὁρίζεται ἡ 10 πρωϊνὴ τὸ ἀργότερον. [1132, 117, 1347, 169]
superstition-title: ΤΑ ΠΕΡΙΕΡΓΑ ΤΗΣ ΔΕΙΣΙΔΑΙΜΟΝΙΑΣ [314, 1084, 670, 1105]
cinema-p5: Ὁ Σάρλ Μπουαγιὲ, ποὺ ἀξίζει νὰ σημειωθῆ ὅτι εἶναι ἕνας ἀπὸ τοὺς λίγους ἠθοποιοὺς ποὺ ἔμειναν πάντοτε στὴν πρώτη γραμμή, ἐξακολουθεῖ νὰ γυρίζη ταινίες. [921, 976, 1126, 1010]
tv-program: Θρησκευτικὸν Πρόγραμμα [82, 526, 175, 537]
tv-schedule-row [42, 842, 277, 852]
tv-time: 6.45 μ.μ. [42, 790, 73, 801]
tv-time: 7.15 μ.μ. [42, 649, 73, 660]
calendar-month: Μαρτίου [126, 143, 193, 162]
manners-p7: Ἐξ ἄλλου, μὲ τοὺς καλοὺς τρόπους ἐπιτυγχάνου με Κυρίως στὴν ἐπαγγελματικὴ μας ζωή. Ἂς δοῦμε, γιὰ παράδειγμα τὴ συμπεριφορὰ δύο γραμματέων, ποὺ θέλουν νὰ ἐπιτύχουν μία σημαντικὴ πληροφορία ἀπὸ μία δημόσια ὑπηρεσία. Ἡ πρώτη τηλεφωνεῖ στὸ ἁρμόδιο γραφεῖο καὶ ζητεῖ ἀπὸ τὸν ὑπάλληλο αὐτὸ ποὺ ἐπιθυμεῖ μὲ ἀποκρουστικὰ κρύο τρόπο καὶ κλείνει ἔπειτα μὲ ὀργὴ τὸ τηλέφωνο χωρὶς οὔτε καὶ ἁπλὸ «ἔχετε γειά» ὁ ὑπάλληλος θὰ τῆς ἀπαντᾶ θὰ τῆς τηλεφωνήση ἀργότερα ἀφοῦ προηγουμένως θὰ συγκεντρώση τὰ στοιχεῖα ποὺ θέλει. [921, 219, 1126, 345]
community-text: Προσκαλοῦνται τὰ Μέλη τῆς Κοινότητος ὅπως παραστοῦν εἰς τὸν Πανηγυρικὸν Ἑορτασμόν, ὁ ὁποῖος ὀργανοῦται, ἐπὶ τῇ ἐπετείῳ τῆς 25ης Μαρτίου 1821, τὴν Κυριακὴν 24ην Μαρτίου 1974 καὶ ὥραν 6.30 μ.μ. εἰς τὴν Αἴθουσαν «Ἰουλίας Σαλβάγου». Εἰς τὸν Ἑορτασμόν θὰ λάβουν μέρος μαθηταὶ καὶ μαθήτριαι τῶν Σχολῶν μας ὡς καὶ ἡ Ἑλληνικὴ Χορωδία. Τὸν Πανηγυρικὸν τῆς ἡμέρας θὰ ἐκφωνήση ὁ Διευθυντὴς τοῦ Δημοτικοῦ Σχολείου κ. Δημήτριος Λιόλιος. [1132, 385, 1347, 469]
tv-time: 6.30 μ.μ. [42, 629, 73, 640]
tv-schedule-row [42, 609, 277, 619]
column-rule [1349, 60, 1350, 2190]
bull-icon: ♉ [721, 1291, 754, 1321]
donations-head: Προσφοραί [1352, 662, 1567, 690]
consulate-head: ΤΟ ΕΝ ΑΛΕΞΑΝΔΡΕΙΑ ΓΕΝΙΚΟΝ ΠΡΟΞΕΝΕΙΟΝ ΤΗΣ ΕΛΛΑΔΟΣ [1139, 482, 1340, 502]
calendar-saint: Δ' ΧΑΙΡΕΤΙΣΜΟΙ [123, 167, 196, 178]
zodiac-sign-text: Νὰ ἀποφεύγετε ἀναμείξεις σὲ ζητήματα χρηματικά γιατὶ ἡ τύχη δὲν σᾶς εὐνοεῖ σήμερα. Λίγη ὑπομονὴ καὶ ὅλα θὰ πᾶνε ὅπως ποθεῖτε. [708, 1463, 915, 1494]
zodiac-sign-text: Στὸν ἐπαγγελματικὸ σας τομέα θὰ ἔχετε ἀπροσδόκητες ἐξελίξεις ποὺ θὰ σᾶς φέρουν σὲ πλεονεκτικὴ θέση. Ἐπιδείξετε τὴν προσοχὴ καὶ ἑτοιμότητα. [924, 1353, 1132, 1384]
tv-schedule-row [42, 671, 277, 681]
board-member: Σύμβουλος Ἐμ. Τατόκης [496, 865, 591, 875]
column-rule [705, 60, 706, 1750]
star-separator: * * * [144, 207, 175, 218]
cinema-article [708, 810, 1126, 1260]
tv-time: 2.45 μ.μ. [42, 588, 73, 599]
tv-time: 1.55 μ.μ. [42, 567, 73, 578]
star-separator: * * * [1444, 466, 1475, 477]
family-member: Ἀντιγόνη Γρηγορίου· [1422, 325, 1497, 336]
tv-time: 8.00 μ.μ. [42, 811, 73, 822]
students-body-1: Παρουσία πολλῶν μελῶν τοῦ Συλλόγου τῶν Ἑλλήνων Φοιτητῶν Ἀλεξανδρείας ἔγινε χθὲς ἡ Γενικὴ Συνέλευσις μὲ κύριον θέμα τὴν ἀναδιοργάνωσιν τοῦ σωματείου. Τὴν Συνέλευσιν ἐτίμησαν διὰ τῆς παρουσίας των ὁ Ἐπίτιμος Πρόεδρος, ὁ Γενικὸς Πρόξενος κ. Παποδόπουλος, ὁ Ἀρχιεπίσκοπος κ. Καλλινίκιτης. [282, 723, 488, 802]
cooking-title: ΜΑΓΕΙΡΙΚΗ [134, 263, 185, 275]
tv-schedule-row [42, 598, 277, 608]
tv-program: Δελτίον Εἰδήσεων [82, 629, 145, 640]
tv-time: 11.00 π.μ. [42, 495, 77, 506]
tv-program: Στὴ σκάλα τοῦ Ἀεροπλάνου [82, 639, 179, 650]
tv-schedule-row [42, 821, 277, 831]
tv-time: 9.45 μ.μ. [42, 842, 73, 852]
cinema-p3: Ὁ Σάρλ Μπουαγιὲ γυρίζει στὴ Γαλλία ἔνα φίλμ μὲ τὸν σκηνοθέτη Ἀλὰν Ρενέ. «Σταβίσκι», ὅπου ὑποδύεται τὸν βαρῶνο Ραούλ, ἕναν ξεπεσμένο ἀριστοκράτη. [708, 1048, 913, 1093]
tv-schedule-row [42, 801, 277, 811]
